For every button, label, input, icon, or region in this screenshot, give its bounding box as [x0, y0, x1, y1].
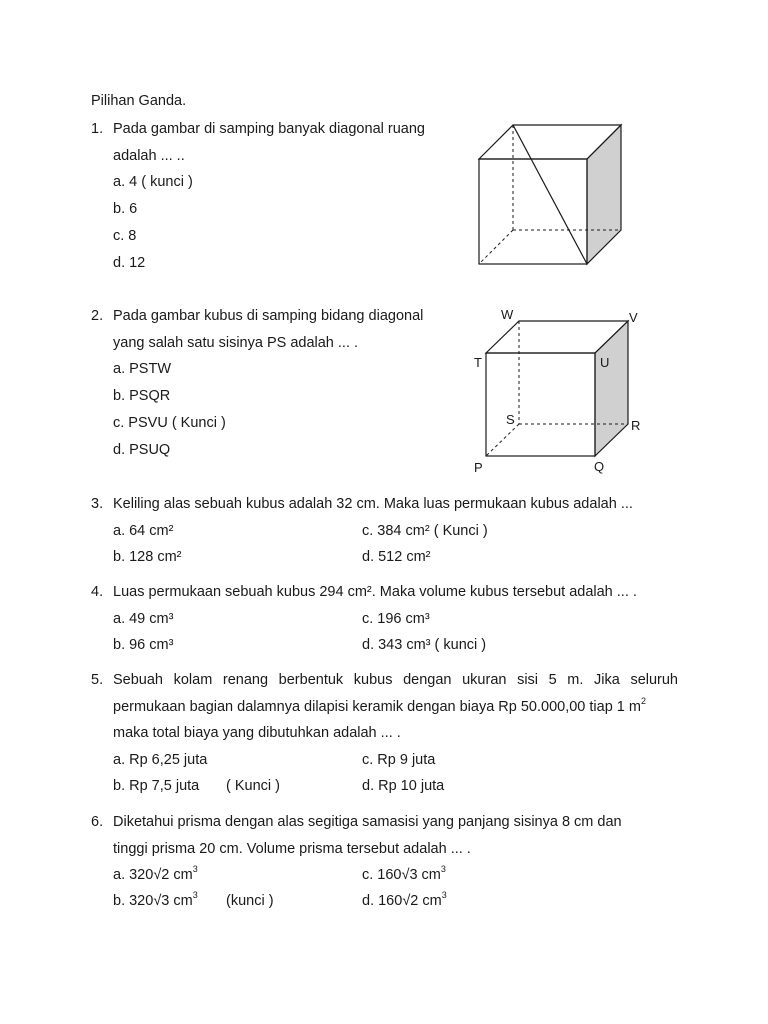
question-5-option-a: a. Rp 6,25 juta	[113, 752, 208, 768]
question-2-text-line2: yang salah satu sisinya PS adalah ... .	[113, 335, 359, 351]
question-5-option-b: b. Rp 7,5 juta	[113, 778, 200, 794]
question-1-text-line2: adalah ... ..	[113, 148, 185, 164]
question-6-number: 6.	[91, 814, 104, 830]
vertex-label-t: T	[474, 355, 482, 370]
question-1-text-line1: Pada gambar di samping banyak diagonal ruang	[113, 121, 425, 137]
vertex-label-w: W	[501, 307, 514, 322]
question-5-option-b-key: ( Kunci )	[226, 778, 280, 794]
question-5-text-line3: maka total biaya yang dibutuhkan adalah ... .	[113, 725, 401, 741]
question-2-option-c: c. PSVU ( Kunci )	[113, 415, 226, 431]
question-2-option-a: a. PSTW	[113, 361, 172, 377]
question-3-option-a: a. 64 cm²	[113, 523, 174, 539]
question-1-option-a: a. 4 ( kunci )	[113, 174, 193, 190]
question-6-option-c-text: c. 160√3 cm	[362, 867, 441, 883]
question-1-option-d: d. 12	[113, 255, 146, 271]
question-5-option-c: c. Rp 9 juta	[362, 752, 436, 768]
question-3-text: Keliling alas sebuah kubus adalah 32 cm. Maka luas permukaan kubus adalah ...	[113, 496, 633, 512]
question-6-option-d-text: d. 160√2 cm	[362, 893, 442, 909]
vertex-label-q: Q	[594, 459, 605, 474]
question-6-option-c	[362, 864, 446, 883]
question-1-option-b: b. 6	[113, 201, 138, 217]
question-6-option-b	[113, 890, 198, 909]
question-2-option-b: b. PSQR	[113, 388, 171, 404]
question-5-text-line2	[113, 696, 646, 715]
superscript: 3	[441, 890, 447, 901]
section-title: Pilihan Ganda.	[91, 93, 187, 109]
cube-1-hidden-edge	[479, 230, 513, 264]
question-6-option-d	[362, 890, 447, 909]
question-6-text-line2: tinggi prisma 20 cm. Volume prisma tersebut adalah ... .	[113, 841, 471, 857]
question-4-option-d: d. 343 cm³ ( kunci )	[362, 637, 487, 653]
cube-figure-2	[470, 300, 650, 480]
question-3-option-d: d. 512 cm²	[362, 549, 431, 565]
superscript: 3	[192, 864, 198, 875]
cube-2-front-face	[486, 353, 595, 456]
question-1-option-c: c. 8	[113, 228, 137, 244]
question-2-number: 2.	[91, 308, 104, 324]
cube-1-space-diagonal	[513, 125, 587, 264]
question-6-option-b-text: b. 320√3 cm	[113, 893, 193, 909]
vertex-label-r: R	[631, 418, 641, 433]
cube-figure-1	[470, 118, 630, 270]
question-4-option-b: b. 96 cm³	[113, 637, 174, 653]
cube-2-shaded-face	[595, 321, 628, 456]
question-1-number: 1.	[91, 121, 104, 137]
superscript: 3	[192, 890, 198, 901]
question-2-text-line1: Pada gambar kubus di samping bidang diagonal	[113, 308, 424, 324]
question-4-option-a: a. 49 cm³	[113, 611, 174, 627]
question-5-line2-superscript: 2	[640, 696, 646, 707]
question-5-text-line1: Sebuah kolam renang berbentuk kubus dengan ukuran sisi 5 m. Jika seluruh	[113, 672, 678, 688]
question-3-option-b: b. 128 cm²	[113, 549, 182, 565]
question-5-option-d: d. Rp 10 juta	[362, 778, 445, 794]
superscript: 3	[440, 864, 446, 875]
question-4-option-c: c. 196 cm³	[362, 611, 430, 627]
vertex-label-u: U	[600, 355, 610, 370]
question-6-option-a	[113, 864, 198, 883]
question-6-option-a-text: a. 320√2 cm	[113, 867, 193, 883]
question-5-number: 5.	[91, 672, 104, 688]
vertex-label-s: S	[506, 412, 515, 427]
question-4-number: 4.	[91, 584, 104, 600]
vertex-label-v: V	[629, 310, 638, 325]
question-2-option-d: d. PSUQ	[113, 442, 171, 458]
question-6-option-b-key: (kunci )	[226, 893, 274, 909]
vertex-label-p: P	[474, 460, 483, 475]
cube-2-hidden-edge	[486, 424, 519, 456]
question-3-number: 3.	[91, 496, 104, 512]
question-5-line2-body: permukaan bagian dalamnya dilapisi keramik dengan biaya Rp 50.000,00 tiap 1 m	[113, 699, 641, 715]
cube-1-shaded-face	[587, 125, 621, 264]
question-3-option-c: c. 384 cm² ( Kunci )	[362, 523, 488, 539]
question-6-text-line1: Diketahui prisma dengan alas segitiga samasisi yang panjang sisinya 8 cm dan	[113, 814, 622, 830]
question-4-text: Luas permukaan sebuah kubus 294 cm². Maka volume kubus tersebut adalah ... .	[113, 584, 637, 600]
